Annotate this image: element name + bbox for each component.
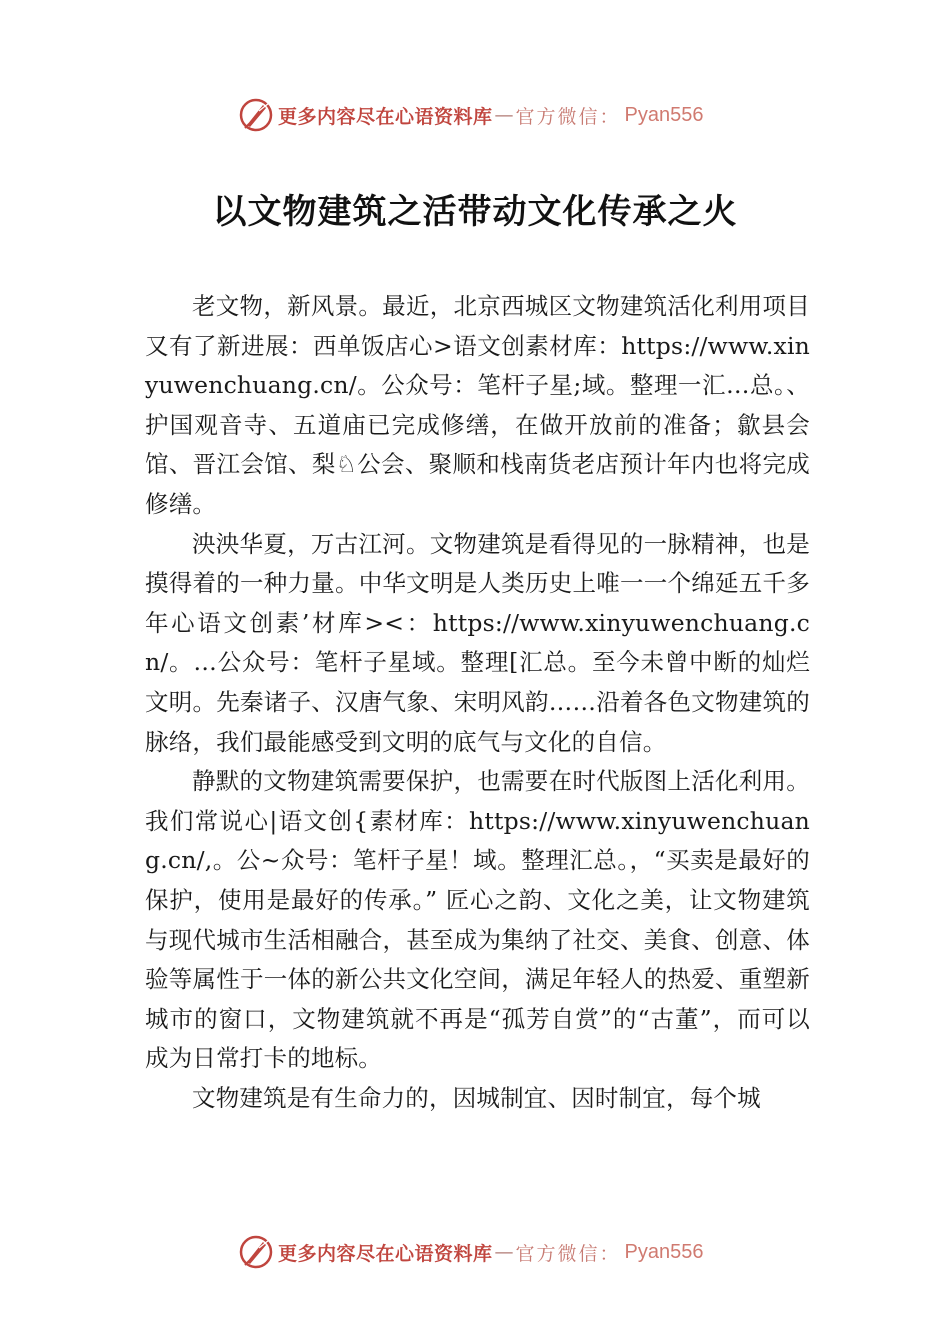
header-watermark-banner <box>238 95 758 135</box>
banner-wechat-label: 官方微信： <box>515 1242 621 1265</box>
banner-dash: — <box>494 1241 514 1263</box>
paragraph-1: 老文物，新风景。最近，北京西城区文物建筑活化利用项目又有了新进展：西单饭店心>语文创素材库：https://www.xinyuwenchuang.cn/。公众号：笔杆子星;域。整理一汇…总。、护国观音寺、五道庙已完成修缮，在做开放前的准备；歙县会馆、晋江会馆、梨♘公会、聚顺和栈南货老店预计年内也将完成修缮。 <box>145 292 810 518</box>
footer-watermark-banner <box>238 1232 758 1272</box>
quill-pen-logo-icon <box>238 97 274 133</box>
banner-main-text: 更多内容尽在心语资料库 <box>278 1242 493 1265</box>
banner-wechat-id: Pyan556 <box>624 103 704 126</box>
article-title: 以文物建筑之活带动文化传承之火 <box>212 192 738 232</box>
quill-pen-logo-icon <box>238 1234 274 1270</box>
banner-wechat-id: Pyan556 <box>624 1240 704 1263</box>
banner-wechat-label: 官方微信： <box>515 105 621 128</box>
paragraph-4: 文物建筑是有生命力的，因城制宜、因时制宜，每个城 <box>192 1083 761 1112</box>
banner-dash: — <box>494 104 514 126</box>
paragraph-3: 静默的文物建筑需要保护，也需要在时代版图上活化利用。我们常说心|语文创{素材库：https://www.xinyuwenchuang.cn/,。公~众号：笔杆子星！域。整理汇总。，“买卖是最好的保护，使用是最好的传承。” 匠心之韵、文化之美，让文物建筑与现代城市生活相融合，甚至成为集纳了社交、美食、创意、体验等属性于一体的新公共文化空间，满足年轻人的热爱、重塑新城市的窗口，文物建筑就不再是“孤芳自赏”的“古董”，而可以成为日常打卡的地标。 <box>145 767 810 1073</box>
paragraph-2: 泱泱华夏，万古江河。文物建筑是看得见的一脉精神，也是摸得着的一种力量。中华文明是人类历史上唯一一个绵延五千多年心语文创素’材库><：https://www.xinyuwenchuang.cn/。…公众号：笔杆子星域。整理[汇总。至今未曾中断的灿烂文明。先秦诸子、汉唐气象、宋明风韵……沿着各色文物建筑的脉络，我们最能感受到文明的底气与文化的自信。 <box>145 529 810 756</box>
article-body <box>145 287 810 1118</box>
banner-main-text: 更多内容尽在心语资料库 <box>278 105 493 128</box>
